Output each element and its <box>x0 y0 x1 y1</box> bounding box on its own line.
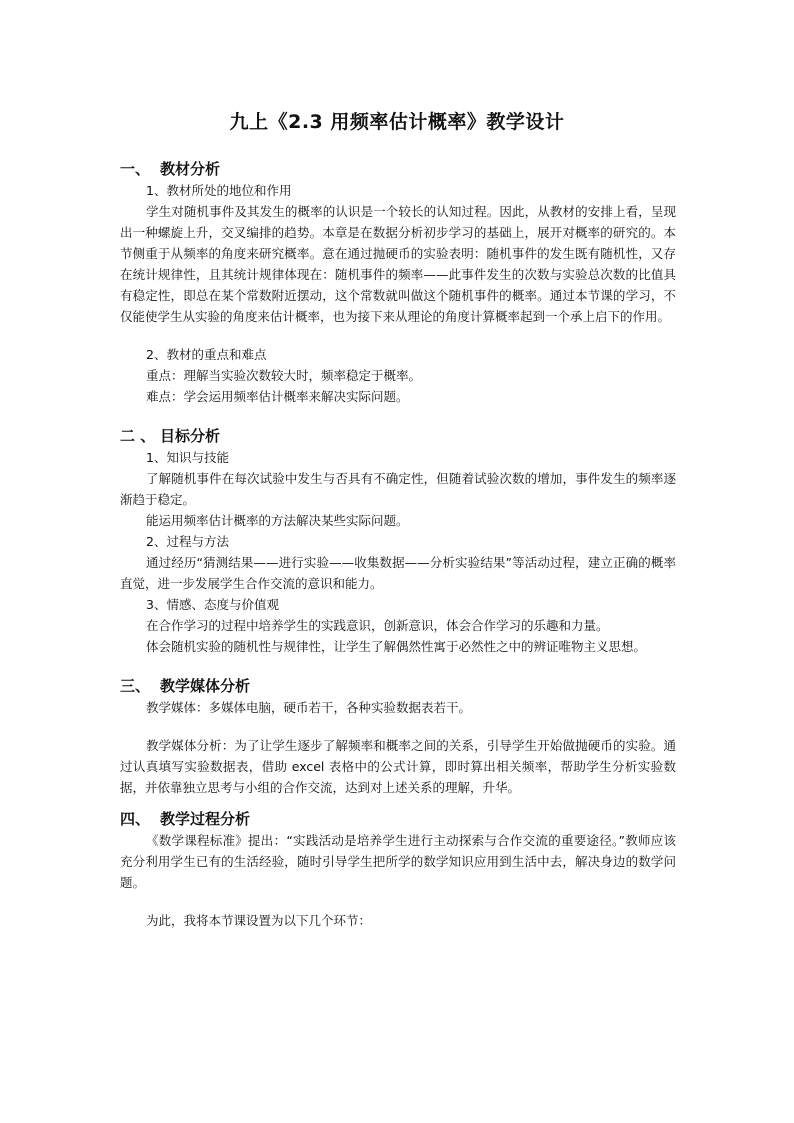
paragraph-textbook-role: 学生对随机事件及其发生的概率的认识是一个较长的认知过程。因此，从教材的安排上看，呈现出一种螺旋上升，交叉编排的趋势。本章是在数据分析初步学习的基础上，展开对概率的研究的。本节侧重于从频率的角度来研究概率。意在通过抛硬币的实验表明：随机事件的发生既有随机性，又存在统计规律性，且其统计规律体现在：随机事件的频率——此事件发生的次数与实验总次数的比值具有稳定性，即总在某个常数附近摆动，这个常数就叫做这个随机事件的概率。通过本节课的学习，不仅能使学生从实验的角度来估计概率，也为接下来从理论的角度计算概率起到一个承上启下的作用。 <box>120 204 676 324</box>
paragraph-curriculum-standard: 《数学课程标准》提出：“实践活动是培养学生进行主动探索与合作交流的重要途径。”教师应该充分利用学生已有的生活经验，随时引导学生把所学的数学知识应用到生活中去，解决身边的数学问题。 <box>120 833 676 890</box>
subheading-key-and-difficult-points: 2、教材的重点和难点 <box>146 347 267 362</box>
section-number: 三、 <box>120 677 151 695</box>
paragraph-difficult-point: 难点：学会运用频率估计概率来解决实际问题。 <box>146 389 409 404</box>
subheading-knowledge-and-skills: 1、知识与技能 <box>146 450 229 465</box>
subheading-process-and-methods: 2、过程与方法 <box>146 534 229 549</box>
section-title: 目标分析 <box>160 427 221 445</box>
section-title: 教学媒体分析 <box>160 677 251 695</box>
paragraph-key-point: 重点：理解当实验次数较大时，频率稳定于概率。 <box>146 368 422 383</box>
section-heading-textbook-analysis <box>120 158 676 180</box>
section-title: 教学过程分析 <box>160 810 251 828</box>
section-number: 一、 <box>120 160 151 178</box>
paragraph-process: 通过经历“猜测结果——进行实验——收集数据——分析实验结果”等活动过程，建立正确的概率直觉，进一步发展学生合作交流的意识和能力。 <box>120 555 676 591</box>
section-number: 二 、 <box>120 427 156 445</box>
subheading-position-and-role: 1、教材所处的地位和作用 <box>146 183 292 198</box>
subheading-emotion-attitude-values: 3、情感、态度与价值观 <box>146 597 279 612</box>
paragraph-emotion-2: 体会随机实验的随机性与规律性，让学生了解偶然性寓于必然性之中的辨证唯物主义思想。 <box>146 639 647 654</box>
paragraph-lesson-stages-intro: 为此，我将本节课设置为以下几个环节： <box>146 913 372 928</box>
section-heading-objective-analysis <box>120 425 676 447</box>
section-number: 四、 <box>120 810 151 828</box>
section-heading-media-analysis <box>120 675 676 697</box>
section-heading-process-analysis <box>120 808 676 830</box>
paragraph-knowledge-1: 了解随机事件在每次试验中发生与否具有不确定性，但随着试验次数的增加，事件发生的频率逐渐趋于稳定。 <box>120 471 676 507</box>
paragraph-knowledge-2: 能运用频率估计概率的方法解决某些实际问题。 <box>146 513 409 528</box>
document-body <box>120 158 676 931</box>
section-title: 教材分析 <box>160 160 221 178</box>
paragraph-emotion-1: 在合作学习的过程中培养学生的实践意识，创新意识，体会合作学习的乐趣和力量。 <box>146 618 609 633</box>
document-title: 九上《2.3 用频率估计概率》教学设计 <box>229 111 565 133</box>
paragraph-media-analysis: 教学媒体分析：为了让学生逐步了解频率和概率之间的关系，引导学生开始做抛硬币的实验。通过认真填写实验数据表，借助 excel 表格中的公式计算，即时算出相关频率，帮助学生分析实验数据，并依靠独立思考与小组的合作交流，达到对上述关系的理解，升华。 <box>120 738 676 795</box>
paragraph-media-list: 教学媒体：多媒体电脑，硬币若干，各种实验数据表若干。 <box>146 700 472 715</box>
